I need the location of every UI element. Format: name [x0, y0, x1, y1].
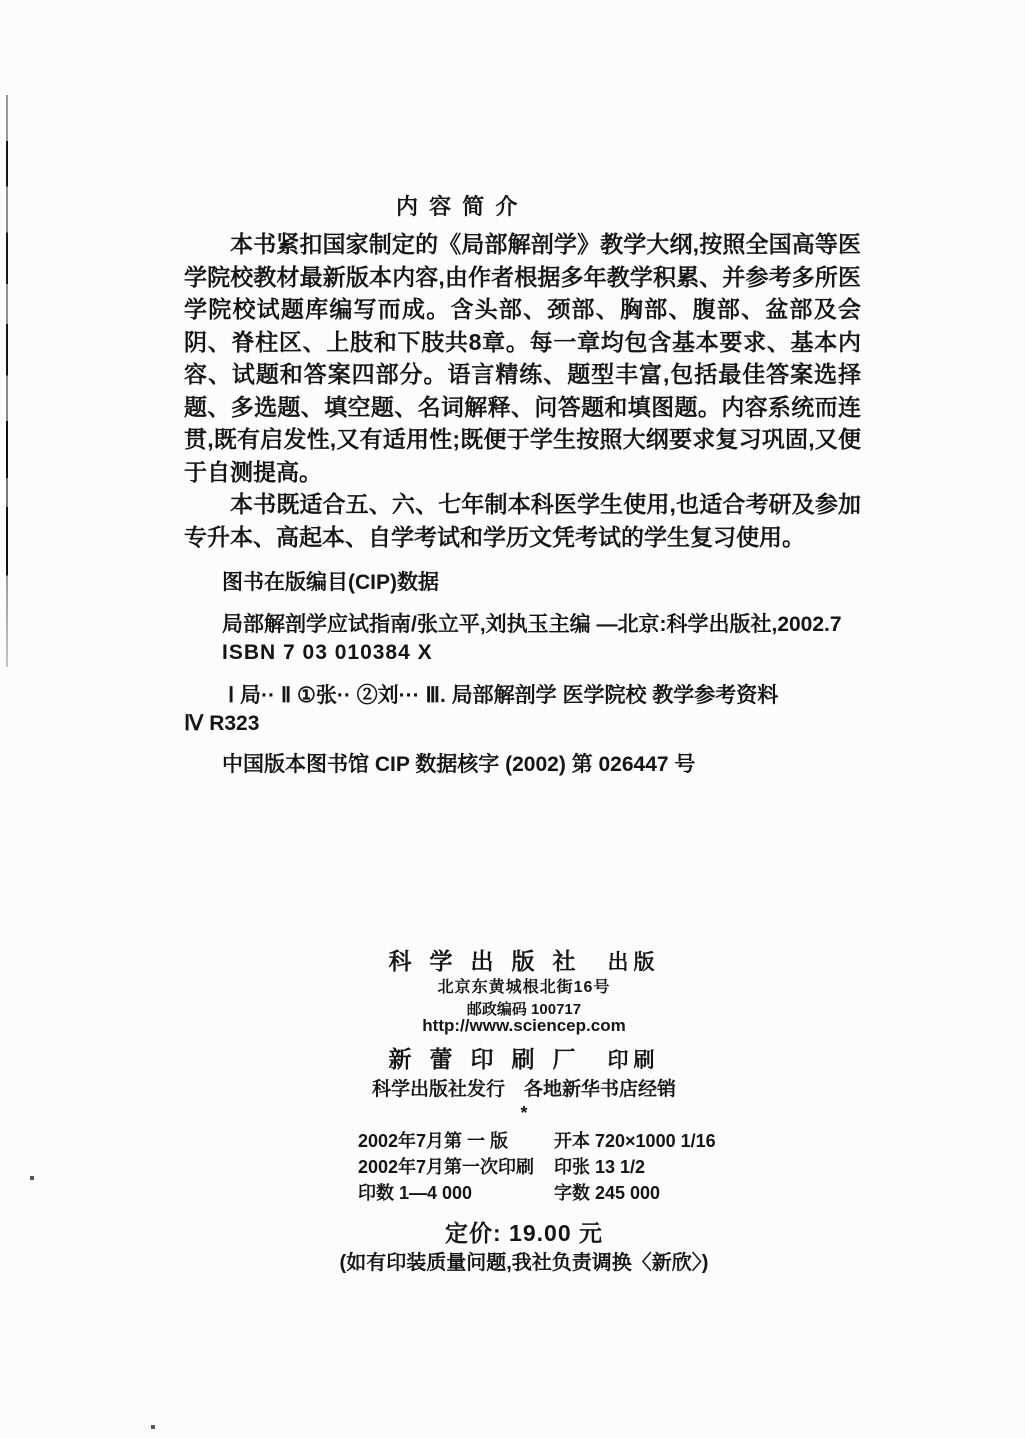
publisher-website: http://www.sciencep.com	[422, 1016, 626, 1035]
summary-paragraph-2: 本书既适合五、六、七年制本科医学生使用,也适合考研及参加专升本、高起本、自学考试和学历文凭考试的学生复习使用。	[184, 491, 861, 550]
edition-row	[358, 1157, 788, 1177]
isbn-number: ISBN 7 03 010384 X	[222, 641, 433, 664]
cip-classification-line: Ⅰ 局·· Ⅱ ①张·· ②刘··· Ⅲ. 局部解剖学 医学院校 教学参考资料	[228, 684, 779, 707]
printer-role-label: 印刷	[607, 1049, 660, 1072]
scan-speck	[151, 1425, 155, 1429]
cip-classification-line-2: Ⅳ R323	[184, 712, 260, 735]
word-count: 字数 245 000	[554, 1183, 661, 1203]
printing-date: 2002年7月第一次印刷	[358, 1157, 535, 1177]
edition-row	[358, 1183, 788, 1203]
scan-speck	[30, 1176, 34, 1180]
distribution-line: 科学出版社发行 各地新华书店经销	[371, 1079, 676, 1100]
content-summary	[184, 228, 861, 553]
cip-heading: 图书在版编目(CIP)数据	[222, 571, 439, 594]
cip-title-line: 局部解剖学应试指南/张立平,刘执玉主编 —北京:科学出版社,2002.7	[222, 613, 842, 636]
publisher-address: 北京东黄城根北街16号	[437, 979, 611, 996]
content-summary-title: 内 容 简 介	[396, 194, 519, 219]
print-run: 印数 1—4 000	[358, 1183, 473, 1203]
printed-sheets: 印张 13 1/2	[554, 1157, 646, 1177]
format-size: 开本 720×1000 1/16	[554, 1131, 716, 1151]
publisher-postcode: 邮政编码 100717	[466, 1001, 582, 1018]
edition-details-block	[358, 1131, 788, 1209]
publisher-role-label: 出版	[607, 951, 660, 974]
edition-date: 2002年7月第 一 版	[358, 1131, 509, 1151]
cip-registration-number: 中国版本图书馆 CIP 数据核字 (2002) 第 026447 号	[222, 753, 696, 776]
publisher-line	[23, 943, 1025, 976]
printer-line	[23, 1041, 1025, 1074]
summary-paragraph-1: 本书紧扣国家制定的《局部解剖学》教学大纲,按照全国高等医学院校教材最新版本内容,由作者根据多年教学积累、并参考多所医学院校试题库编写而成。含头部、颈部、胸部、腹部、盆部及会阴、脊柱区、上肢和下肢共8章。每一章均包含基本要求、基本内容、试题和答案四部分。语言精练、题型丰富,包括最佳答案选择题、多选题、填空题、名词解释、问答题和填图题。内容系统而连贯,既有启发性,又有适用性;既便于学生按照大纲要求复习巩固,又便于自测提高。	[184, 231, 861, 485]
separator-asterisk: *	[520, 1103, 528, 1123]
imprint-block	[23, 940, 1025, 1125]
edition-row	[358, 1131, 788, 1151]
publisher-name: 科学出版社	[388, 949, 594, 974]
scan-artifact-line	[6, 95, 8, 667]
price-line: 定价: 19.00 元	[445, 1220, 603, 1246]
printer-name: 新蕾印刷厂	[388, 1047, 594, 1072]
quality-note: (如有印装质量问题,我社负责调换〈新欣〉)	[339, 1252, 709, 1274]
